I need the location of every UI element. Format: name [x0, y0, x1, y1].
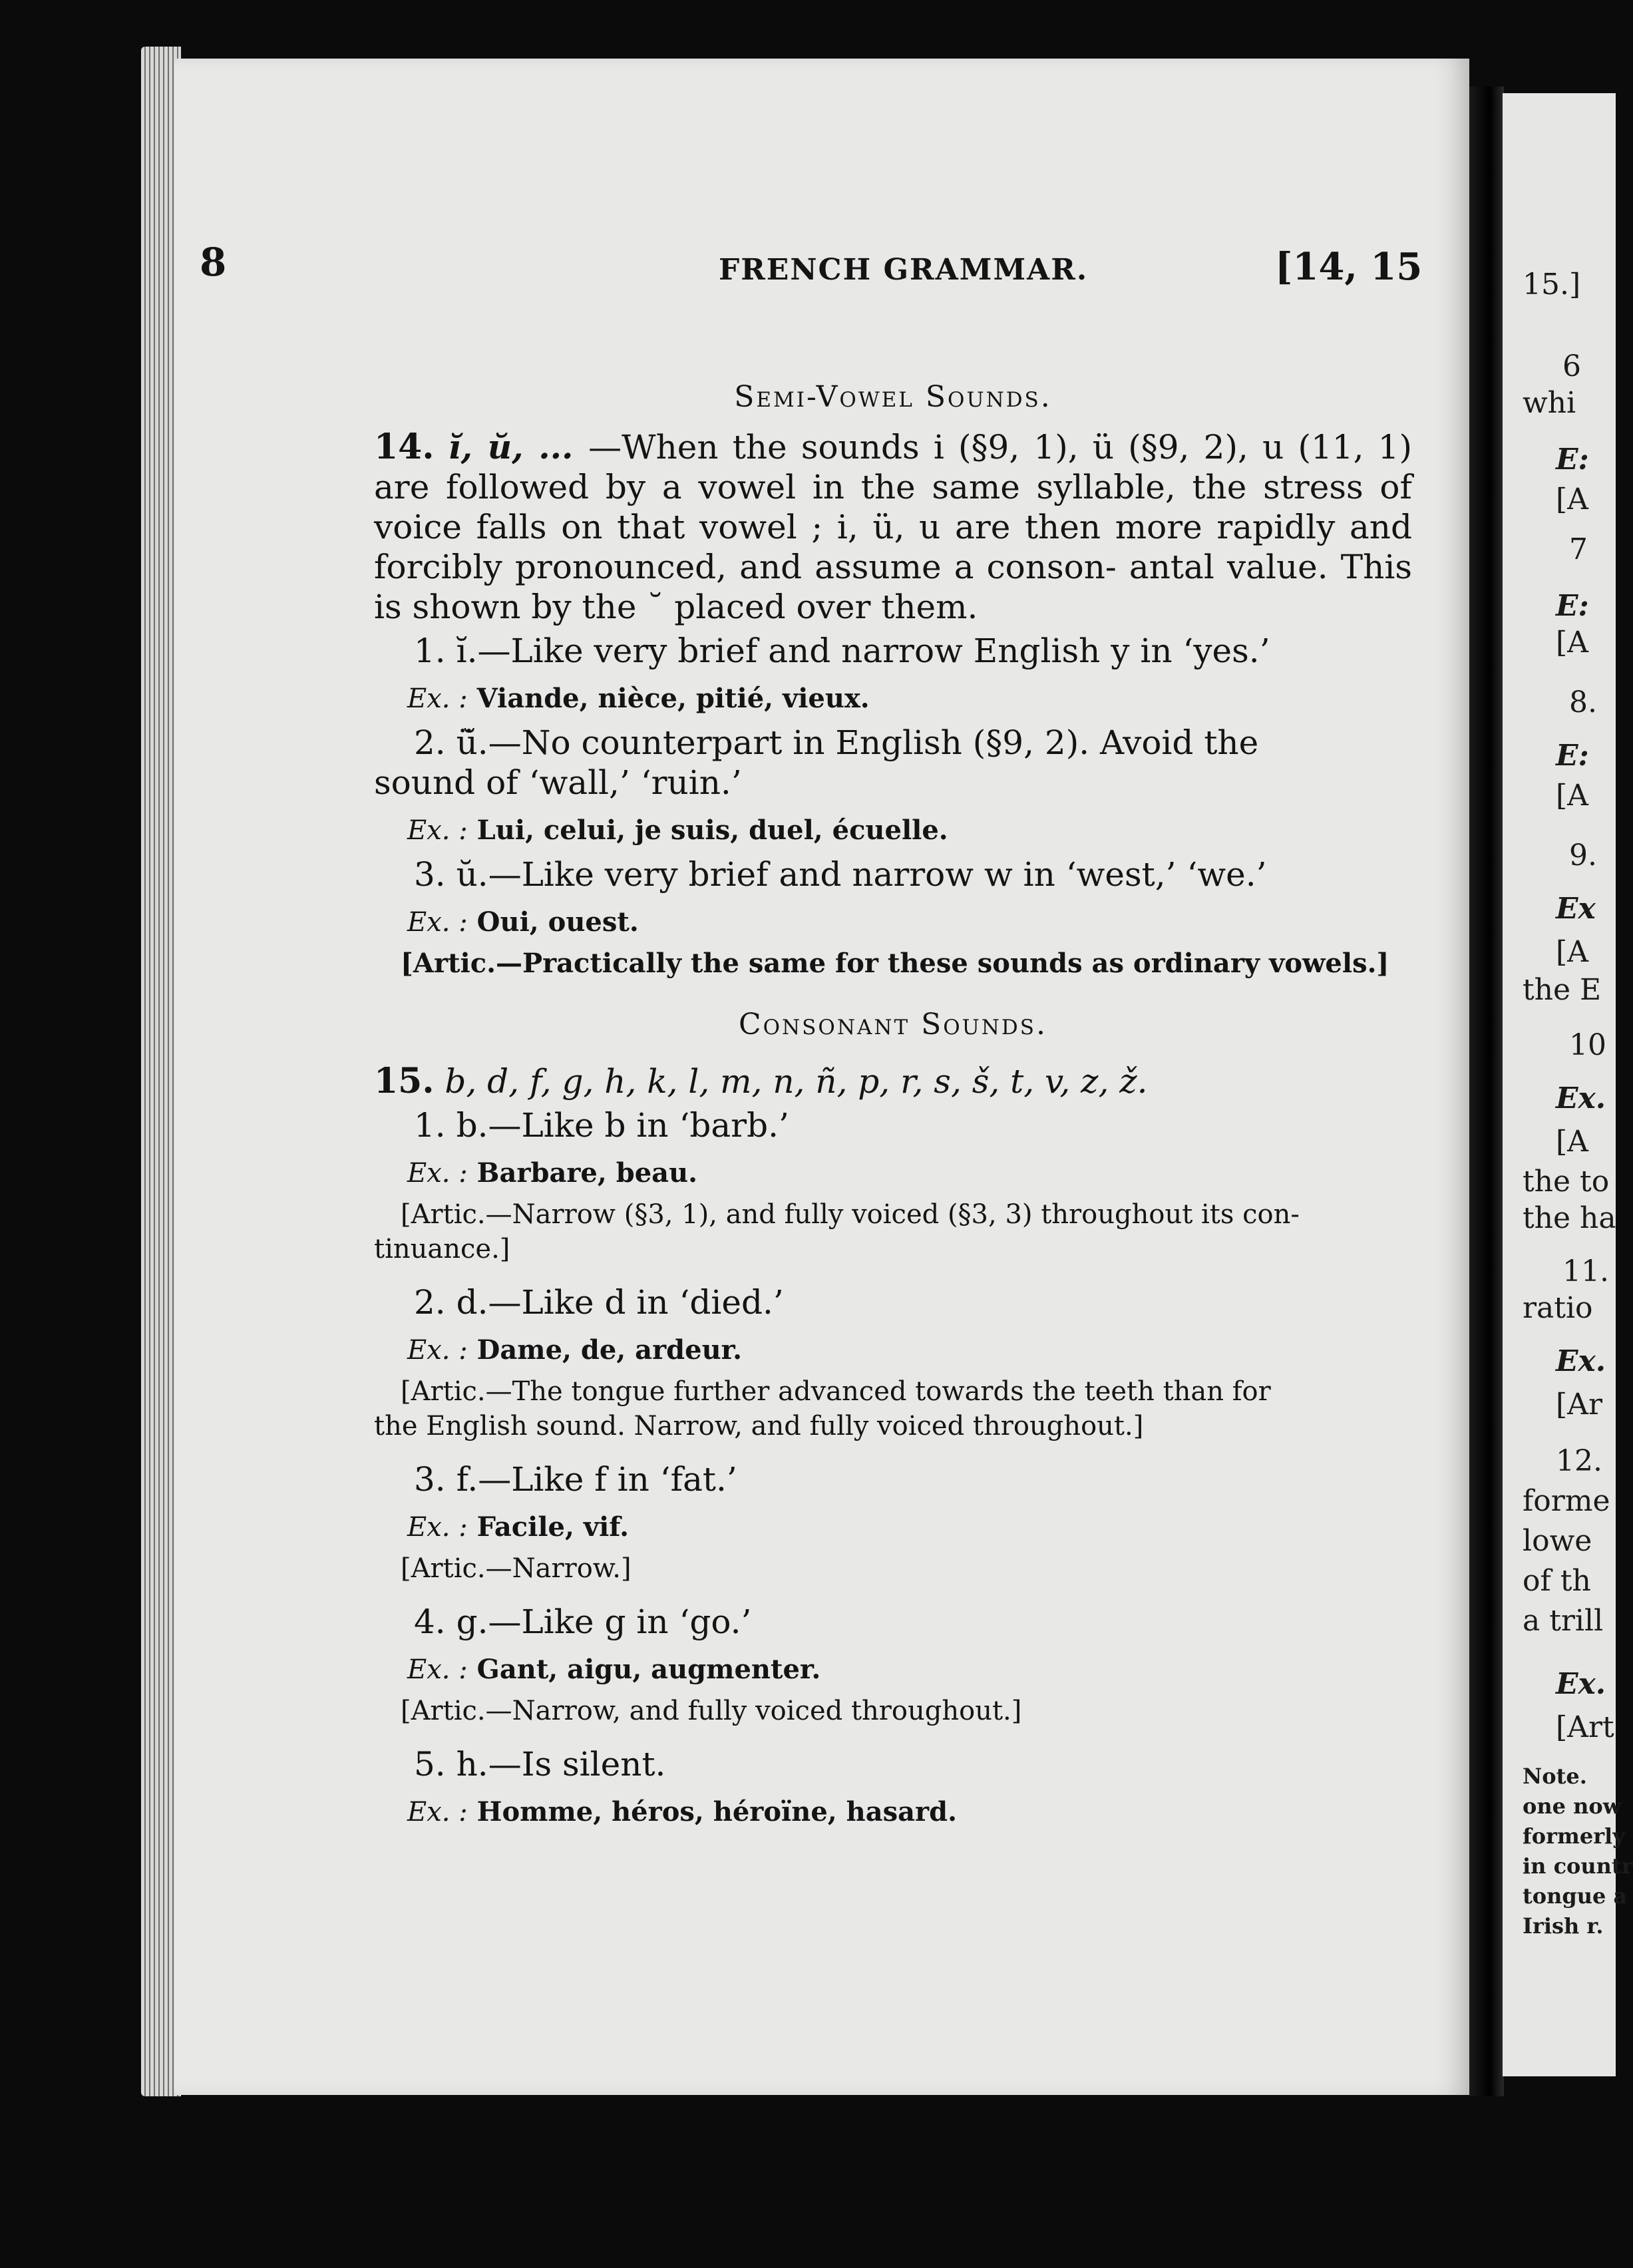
example-label: Ex. :	[407, 683, 468, 714]
right-page-fragment	[1503, 93, 1633, 2076]
right-fragment: [Art	[1556, 1710, 1614, 1744]
right-fragment: lowe	[1523, 1524, 1592, 1558]
right-fragment: 9.	[1569, 839, 1597, 872]
articulation-note	[374, 1374, 1412, 1443]
item-text: —Like g in ‘go.’	[488, 1603, 752, 1641]
paragraph-14	[374, 427, 1412, 627]
articulation-note: [Artic.—Practically the same for these sounds as ordinary vowels.]	[401, 948, 1389, 979]
example-text: Oui, ouest.	[476, 906, 639, 938]
example-text: Dame, de, ardeur.	[476, 1334, 742, 1366]
right-fragment: in countr	[1523, 1853, 1633, 1879]
item-continuation: sound of ‘wall,’ ‘ruin.’	[374, 763, 742, 802]
right-fragment: 7	[1569, 532, 1588, 566]
example-label: Ex. :	[407, 815, 468, 846]
paragraph-symbols: ĭ, ŭ, ...	[448, 427, 589, 467]
item-text: —Like f in ‘fat.’	[478, 1460, 737, 1499]
right-fragment: 11.	[1562, 1254, 1609, 1288]
right-fragment: ratio	[1523, 1291, 1593, 1325]
example-text: Gant, aigu, augmenter.	[476, 1654, 821, 1685]
right-fragment: 10	[1569, 1028, 1606, 1062]
right-fragment: forme	[1523, 1484, 1610, 1518]
articulation-note	[401, 1551, 1412, 1586]
paragraph-15	[374, 1061, 1412, 1101]
sound-item	[414, 1105, 1412, 1145]
example-text: Lui, celui, je suis, duel, écuelle.	[476, 815, 948, 846]
right-fragment: E:	[1556, 443, 1589, 476]
artic-text: [Artic.—The tongue further advanced towards the teeth than for	[401, 1376, 1271, 1407]
right-fragment: [A	[1556, 779, 1588, 813]
paragraph-line: u (11, 1) are followed by a vowel in the same syllable, the	[374, 428, 1412, 506]
artic-continuation: tinuance.]	[374, 1234, 510, 1264]
right-fragment: Irish r.	[1523, 1913, 1604, 1939]
example-text: Viande, nièce, pitié, vieux.	[476, 683, 870, 714]
example-line	[407, 1652, 1412, 1687]
example-label: Ex. :	[407, 907, 468, 938]
artic-continuation: the English sound. Narrow, and fully voiced throughout.]	[374, 1411, 1144, 1441]
right-fragment: tongue a	[1523, 1883, 1628, 1909]
item-text: —Like d in ‘died.’	[488, 1283, 784, 1322]
paragraph-line: rapidly and forcibly pronounced, and assume a conson-	[374, 508, 1412, 586]
example-line	[407, 813, 1412, 848]
example-line	[407, 1156, 1412, 1191]
item-lead: 4. g.	[414, 1603, 488, 1641]
example-label: Ex. :	[407, 1512, 468, 1543]
right-fragment: whi	[1523, 386, 1576, 420]
right-fragment: 8.	[1569, 685, 1597, 719]
item-text: —Is silent.	[488, 1745, 666, 1784]
sound-item	[414, 631, 1412, 671]
paragraph-line: antal value. This is shown by the ˘ placed over them.	[374, 548, 1412, 626]
paragraph-symbols: b, d, f, g, h, k, l, m, n, ñ, p, r, s, š, t, v, z, ž.	[445, 1062, 1148, 1101]
example-label: Ex. :	[407, 1335, 468, 1366]
page-header	[0, 240, 1616, 293]
item-lead: 2. ü̆.	[414, 723, 488, 762]
right-fragment: one now	[1523, 1794, 1622, 1819]
right-fragment: the to	[1523, 1165, 1610, 1199]
artic-text: [Artic.—Narrow, and fully voiced throughout.]	[401, 1696, 1022, 1726]
example-label: Ex. :	[407, 1797, 468, 1827]
example-line	[407, 1795, 1412, 1829]
item-text: —Like very brief and narrow w in ‘west,’ ‘we.’	[488, 855, 1267, 894]
right-fragment: the E	[1523, 973, 1602, 1007]
right-fragment: formerly	[1523, 1823, 1625, 1849]
example-label: Ex. :	[407, 1654, 468, 1685]
section-heading-semi-vowel: Semi-Vowel Sounds.	[734, 380, 1052, 414]
right-fragment: Note.	[1523, 1764, 1587, 1789]
example-text: Homme, héros, héroïne, hasard.	[476, 1796, 958, 1827]
sound-item	[374, 723, 1412, 803]
book-gutter	[1469, 87, 1504, 2096]
right-fragment: E:	[1556, 739, 1589, 773]
example-label: Ex. :	[407, 1158, 468, 1189]
sound-item	[414, 1744, 1412, 1784]
sound-item	[414, 1602, 1412, 1642]
right-fragment: Ex	[1556, 892, 1596, 926]
paragraph-number: 15.	[374, 1061, 435, 1101]
example-line	[407, 1333, 1412, 1368]
articulation-note	[401, 1694, 1412, 1728]
item-text: —Like b in ‘barb.’	[488, 1106, 789, 1145]
right-fragment: [A	[1556, 1125, 1588, 1159]
sound-item	[414, 1282, 1412, 1322]
paragraph-line: stress of voice falls on that vowel ; i, ü, u are then more	[374, 468, 1412, 546]
item-lead: 3. ŭ.	[414, 855, 488, 894]
item-lead: 3. f.	[414, 1460, 478, 1499]
right-fragment: the ha	[1523, 1201, 1616, 1235]
right-fragment: [A	[1556, 626, 1588, 660]
item-text: —No counterpart in English (§9, 2). Avoid the	[488, 723, 1259, 762]
example-line	[407, 905, 1412, 940]
right-fragment: 6	[1562, 349, 1581, 383]
right-fragment: 15.]	[1523, 268, 1581, 301]
right-fragment: Ex.	[1556, 1081, 1606, 1115]
right-fragment: [Ar	[1556, 1388, 1602, 1421]
page-number: 8	[200, 240, 227, 285]
right-fragment: Ex.	[1556, 1667, 1606, 1701]
example-text: Barbare, beau.	[476, 1157, 698, 1189]
example-line	[407, 1510, 1412, 1545]
paragraph-number: 14.	[374, 427, 435, 467]
example-text: Facile, vif.	[476, 1511, 629, 1543]
right-fragment: [A	[1556, 935, 1588, 969]
right-fragment: of th	[1523, 1564, 1591, 1598]
artic-text: [Artic.—Narrow (§3, 1), and fully voiced (§3, 3) throughout its con-	[401, 1199, 1300, 1230]
right-fragment: 12.	[1556, 1444, 1602, 1478]
artic-text: [Artic.—Narrow.]	[401, 1553, 632, 1584]
item-lead: 1. ĭ.	[414, 632, 478, 670]
example-line	[407, 681, 1412, 716]
right-fragment: Ex.	[1556, 1344, 1606, 1378]
running-title: FRENCH GRAMMAR.	[719, 253, 1089, 287]
item-lead: 5. h.	[414, 1745, 488, 1784]
right-fragment: E:	[1556, 589, 1589, 623]
right-fragment: [A	[1556, 482, 1588, 516]
sound-item	[414, 854, 1412, 894]
articulation-note	[374, 1197, 1412, 1266]
item-text: —Like very brief and narrow English y in ‘yes.’	[477, 632, 1270, 670]
section-range: [14, 15	[1275, 245, 1423, 289]
paragraph-line: —When the sounds i (§9, 1), ü (§9, 2),	[588, 428, 1248, 467]
right-fragment: a trill	[1523, 1604, 1604, 1638]
item-lead: 1. b.	[414, 1106, 488, 1145]
page-body	[374, 363, 1412, 1836]
sound-item	[414, 1459, 1412, 1499]
item-lead: 2. d.	[414, 1283, 488, 1322]
section-heading-consonant: Consonant Sounds.	[738, 1008, 1048, 1041]
